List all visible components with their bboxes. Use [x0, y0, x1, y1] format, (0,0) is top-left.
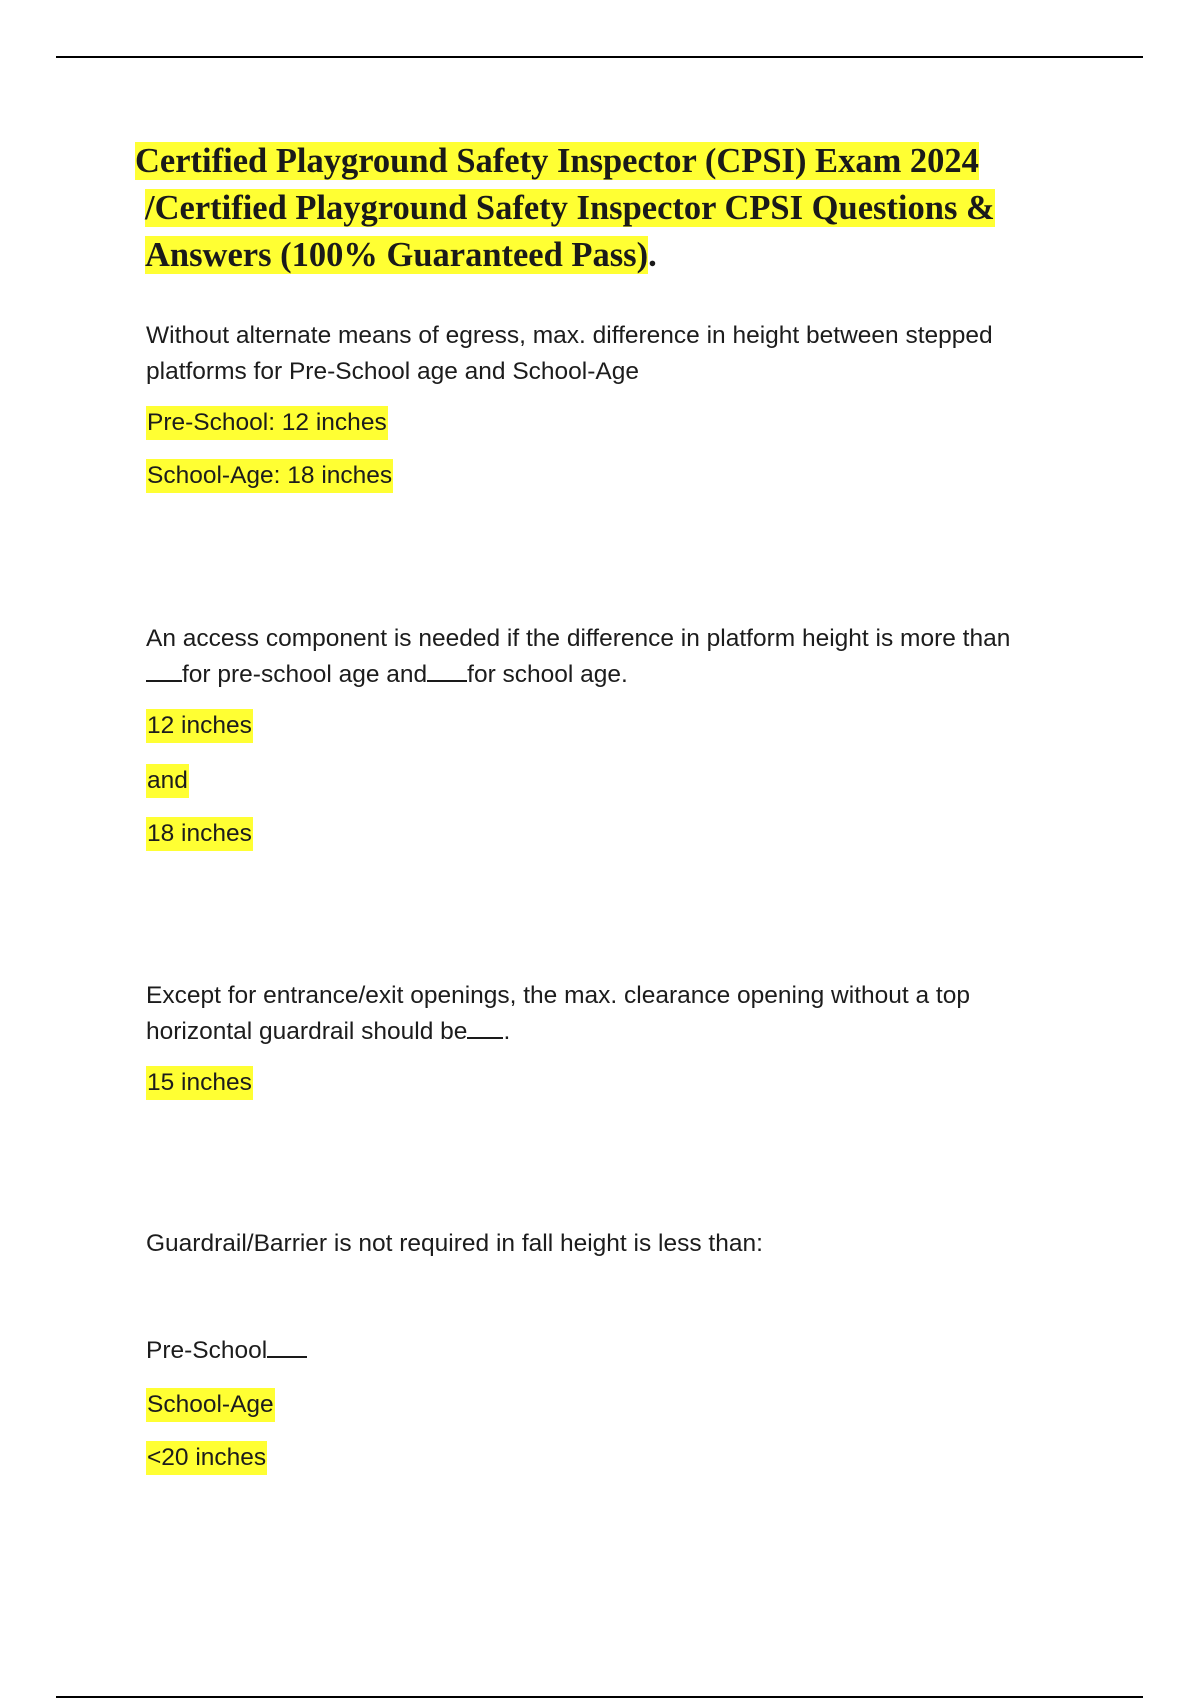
question-3	[146, 978, 1106, 1050]
question-4	[146, 1226, 1106, 1262]
document-title	[135, 138, 1095, 279]
answer-2b: and	[146, 764, 1106, 798]
answer-blank	[467, 1015, 503, 1039]
answer-4b: <20 inches	[146, 1441, 1106, 1475]
answer-4a: School-Age	[146, 1388, 1106, 1422]
answer-1a: Pre-School: 12 inches	[146, 406, 1106, 440]
answer-blank	[267, 1334, 307, 1358]
answer-1b: School-Age: 18 inches	[146, 459, 1106, 493]
question-text: Guardrail/Barrier is not required in fall height is less than:	[146, 1230, 763, 1257]
top-rule	[56, 56, 1143, 58]
question-text: Except for entrance/exit openings, the max. clearance opening without a top horizontal guardrail should be .	[146, 982, 970, 1045]
title-line-2: /Certified Playground Safety Inspector CPSI Questions &	[145, 189, 995, 227]
answer-blank	[427, 658, 467, 682]
question-text: Without alternate means of egress, max. difference in height between stepped platforms for Pre-School age and School-Age	[146, 322, 993, 385]
answer-blank	[146, 658, 182, 682]
question-2	[146, 621, 1106, 693]
title-line-1: Certified Playground Safety Inspector (CPSI) Exam 2024	[135, 142, 979, 180]
answer-2c: 18 inches	[146, 817, 1106, 851]
bottom-rule	[56, 1696, 1143, 1698]
title-line-3: Answers (100% Guaranteed Pass).	[145, 236, 657, 274]
question-1	[146, 318, 1106, 390]
answer-3a: 15 inches	[146, 1066, 1106, 1100]
sub-prompt-preschool: Pre-School	[146, 1333, 1106, 1369]
answer-2a: 12 inches	[146, 709, 1106, 743]
question-text: An access component is needed if the difference in platform height is more than for pre-school age and for school age.	[146, 625, 1011, 688]
